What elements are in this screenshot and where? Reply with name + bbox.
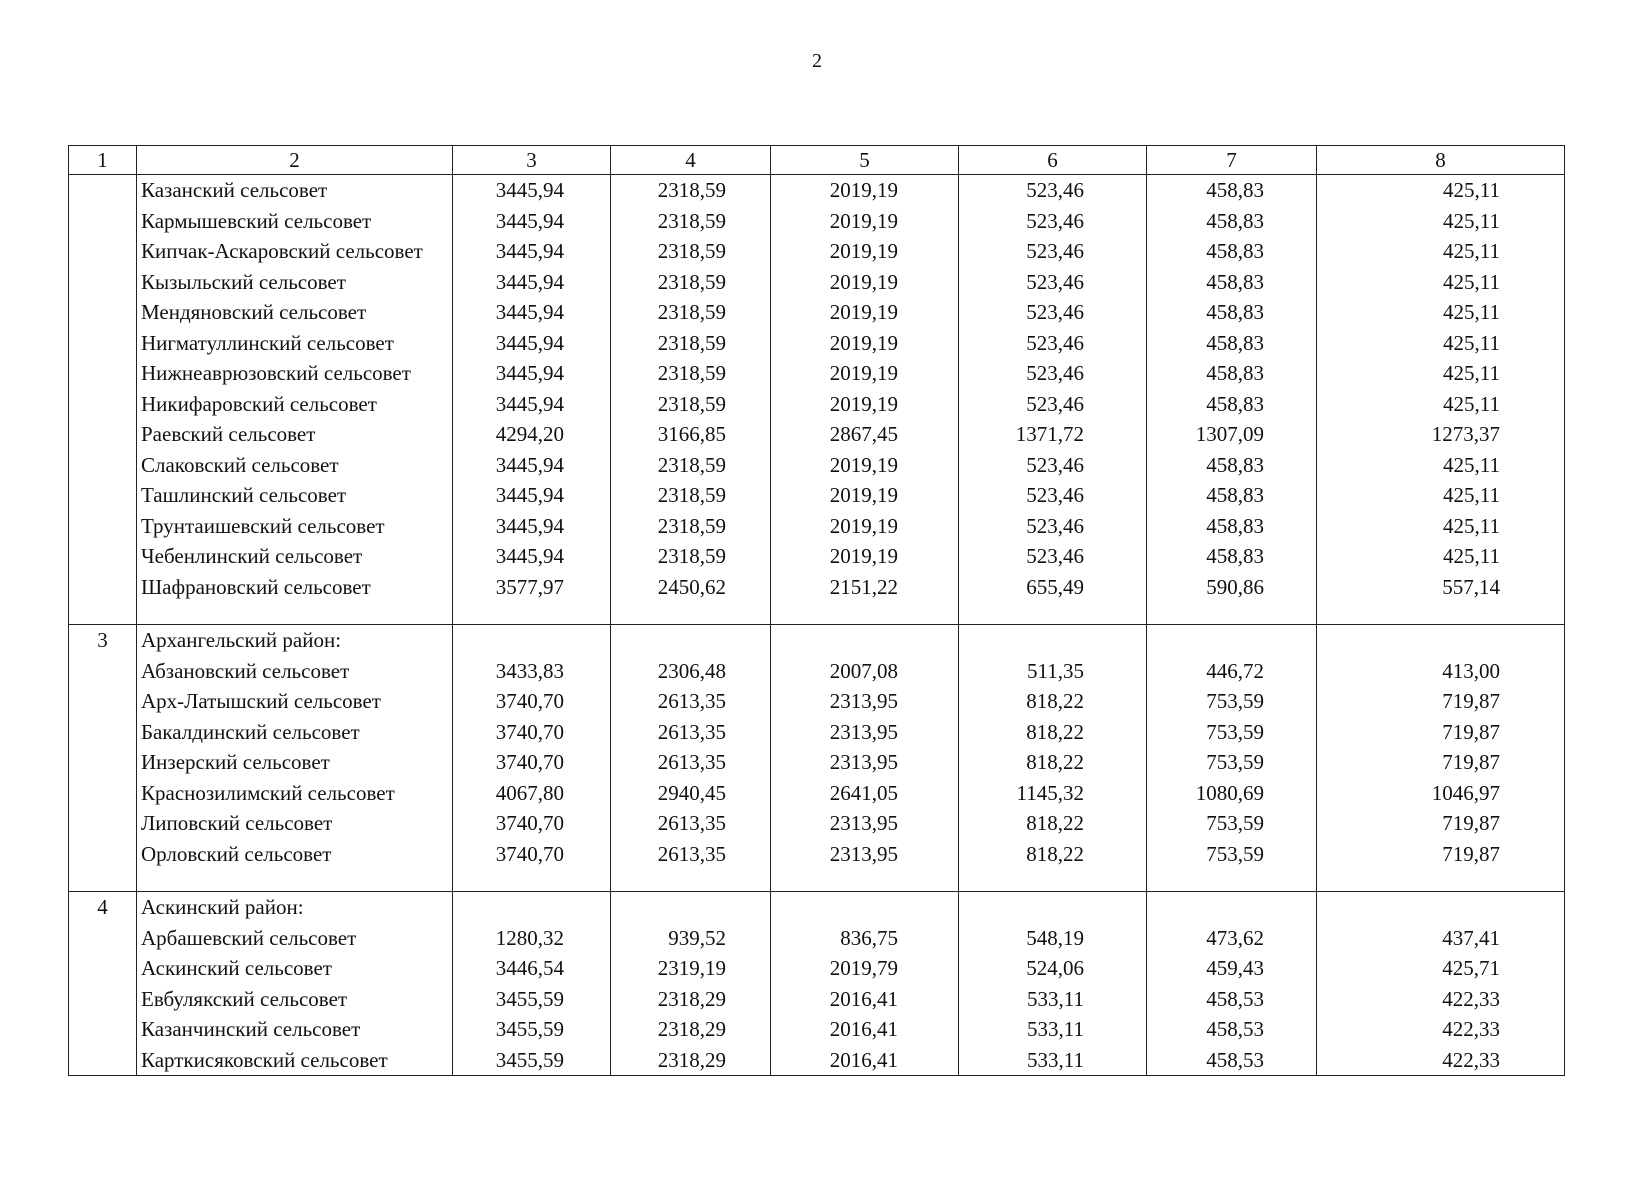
value-col-3: 3455,59 — [453, 1014, 611, 1045]
value-col-7: 458,53 — [1147, 1014, 1317, 1045]
empty-cell — [69, 778, 137, 809]
value-col-8: 557,14 — [1317, 572, 1565, 603]
value-col-8: 425,11 — [1317, 480, 1565, 511]
value-col-6: 523,46 — [959, 236, 1147, 267]
settlement-name: Липовский сельсовет — [137, 808, 453, 839]
value-col-5: 2019,19 — [771, 450, 959, 481]
empty-cell — [69, 450, 137, 481]
value-col-7: 458,83 — [1147, 206, 1317, 237]
value-col-8: 719,87 — [1317, 686, 1565, 717]
table-row — [69, 923, 1565, 954]
value-col-3: 3445,94 — [453, 267, 611, 298]
value-col-6: 818,22 — [959, 686, 1147, 717]
value-col-4: 2319,19 — [611, 953, 771, 984]
value-col-7: 458,83 — [1147, 175, 1317, 206]
value-col-4: 2613,35 — [611, 717, 771, 748]
table-row — [69, 297, 1565, 328]
value-col-5: 2313,95 — [771, 808, 959, 839]
value-col-5: 2313,95 — [771, 747, 959, 778]
value-col-5: 2019,19 — [771, 206, 959, 237]
value-col-7: 458,83 — [1147, 236, 1317, 267]
value-col-4: 2613,35 — [611, 686, 771, 717]
district-title: Аскинский район: — [137, 892, 453, 923]
empty-cell — [1317, 869, 1565, 892]
value-col-7: 753,59 — [1147, 808, 1317, 839]
value-col-3: 3740,70 — [453, 686, 611, 717]
value-col-5: 2151,22 — [771, 572, 959, 603]
settlement-name: Арбашевский сельсовет — [137, 923, 453, 954]
value-col-3: 3445,94 — [453, 511, 611, 542]
empty-cell — [453, 892, 611, 923]
empty-cell — [69, 236, 137, 267]
empty-cell — [69, 206, 137, 237]
value-col-4: 2318,59 — [611, 328, 771, 359]
empty-cell — [453, 625, 611, 656]
value-col-7: 458,83 — [1147, 511, 1317, 542]
empty-cell — [1147, 625, 1317, 656]
column-header: 1 — [69, 146, 137, 175]
value-col-3: 3445,94 — [453, 328, 611, 359]
value-col-3: 3445,94 — [453, 236, 611, 267]
value-col-5: 2019,19 — [771, 236, 959, 267]
value-col-8: 413,00 — [1317, 656, 1565, 687]
district-title-row — [69, 625, 1565, 656]
empty-cell — [69, 1045, 137, 1076]
settlement-name: Кипчак-Аскаровский сельсовет — [137, 236, 453, 267]
value-col-6: 548,19 — [959, 923, 1147, 954]
column-header: 8 — [1317, 146, 1565, 175]
value-col-8: 1046,97 — [1317, 778, 1565, 809]
settlement-name: Чебенлинский сельсовет — [137, 541, 453, 572]
value-col-4: 2318,59 — [611, 297, 771, 328]
empty-cell — [69, 808, 137, 839]
empty-cell — [453, 602, 611, 625]
page-number: 2 — [812, 50, 822, 72]
value-col-6: 523,46 — [959, 267, 1147, 298]
value-col-4: 2318,59 — [611, 450, 771, 481]
value-col-8: 425,11 — [1317, 511, 1565, 542]
value-col-8: 425,11 — [1317, 541, 1565, 572]
value-col-5: 2007,08 — [771, 656, 959, 687]
district-number: 4 — [69, 892, 137, 923]
district-number: 3 — [69, 625, 137, 656]
value-col-7: 458,83 — [1147, 267, 1317, 298]
value-col-4: 2318,59 — [611, 206, 771, 237]
value-col-3: 4067,80 — [453, 778, 611, 809]
empty-cell — [69, 541, 137, 572]
empty-cell — [69, 717, 137, 748]
table-row — [69, 1045, 1565, 1076]
value-col-6: 524,06 — [959, 953, 1147, 984]
value-col-5: 2313,95 — [771, 686, 959, 717]
table-row — [69, 328, 1565, 359]
value-col-7: 590,86 — [1147, 572, 1317, 603]
value-col-7: 458,83 — [1147, 389, 1317, 420]
empty-cell — [771, 892, 959, 923]
settlement-name: Ташлинский сельсовет — [137, 480, 453, 511]
empty-cell — [69, 572, 137, 603]
value-col-5: 836,75 — [771, 923, 959, 954]
value-col-7: 446,72 — [1147, 656, 1317, 687]
empty-cell — [1317, 892, 1565, 923]
value-col-5: 2019,79 — [771, 953, 959, 984]
settlement-name: Раевский сельсовет — [137, 419, 453, 450]
value-col-4: 2318,29 — [611, 984, 771, 1015]
table-row — [69, 686, 1565, 717]
value-col-8: 425,11 — [1317, 206, 1565, 237]
value-col-7: 458,53 — [1147, 1045, 1317, 1076]
value-col-6: 523,46 — [959, 358, 1147, 389]
value-col-4: 2318,59 — [611, 267, 771, 298]
district-title: Архангельский район: — [137, 625, 453, 656]
empty-cell — [69, 328, 137, 359]
value-col-6: 523,46 — [959, 297, 1147, 328]
value-col-4: 2613,35 — [611, 808, 771, 839]
value-col-5: 2019,19 — [771, 480, 959, 511]
table-row — [69, 747, 1565, 778]
empty-cell — [1147, 602, 1317, 625]
value-col-4: 2318,59 — [611, 358, 771, 389]
table-row — [69, 808, 1565, 839]
settlement-name: Арх-Латышский сельсовет — [137, 686, 453, 717]
value-col-7: 753,59 — [1147, 839, 1317, 870]
value-col-6: 511,35 — [959, 656, 1147, 687]
settlement-name: Казанский сельсовет — [137, 175, 453, 206]
value-col-4: 3166,85 — [611, 419, 771, 450]
table-row — [69, 175, 1565, 206]
value-col-5: 2313,95 — [771, 717, 959, 748]
settlement-name: Нигматуллинский сельсовет — [137, 328, 453, 359]
empty-cell — [69, 984, 137, 1015]
value-col-3: 3455,59 — [453, 1045, 611, 1076]
value-col-4: 2450,62 — [611, 572, 771, 603]
value-col-5: 2313,95 — [771, 839, 959, 870]
table-row — [69, 480, 1565, 511]
value-col-7: 458,83 — [1147, 358, 1317, 389]
value-col-8: 719,87 — [1317, 808, 1565, 839]
empty-cell — [137, 869, 453, 892]
value-col-4: 2613,35 — [611, 747, 771, 778]
empty-cell — [959, 869, 1147, 892]
value-col-5: 2016,41 — [771, 984, 959, 1015]
empty-cell — [1317, 602, 1565, 625]
empty-cell — [771, 602, 959, 625]
group-spacer-row — [69, 602, 1565, 625]
column-header: 2 — [137, 146, 453, 175]
empty-cell — [69, 602, 137, 625]
value-col-5: 2019,19 — [771, 511, 959, 542]
value-col-8: 425,11 — [1317, 389, 1565, 420]
value-col-8: 425,71 — [1317, 953, 1565, 984]
empty-cell — [1147, 892, 1317, 923]
value-col-3: 4294,20 — [453, 419, 611, 450]
value-col-6: 523,46 — [959, 175, 1147, 206]
column-header: 6 — [959, 146, 1147, 175]
value-col-3: 3445,94 — [453, 297, 611, 328]
value-col-6: 523,46 — [959, 450, 1147, 481]
table-row — [69, 839, 1565, 870]
empty-cell — [69, 656, 137, 687]
table-row — [69, 717, 1565, 748]
value-col-5: 2019,19 — [771, 297, 959, 328]
value-col-4: 2940,45 — [611, 778, 771, 809]
value-col-8: 425,11 — [1317, 236, 1565, 267]
value-col-7: 458,83 — [1147, 541, 1317, 572]
empty-cell — [611, 892, 771, 923]
value-col-3: 3577,97 — [453, 572, 611, 603]
settlement-name: Евбулякский сельсовет — [137, 984, 453, 1015]
value-col-7: 459,43 — [1147, 953, 1317, 984]
value-col-6: 655,49 — [959, 572, 1147, 603]
value-col-4: 2318,59 — [611, 480, 771, 511]
value-col-6: 818,22 — [959, 717, 1147, 748]
empty-cell — [69, 839, 137, 870]
value-col-5: 2867,45 — [771, 419, 959, 450]
value-col-7: 753,59 — [1147, 717, 1317, 748]
table-row — [69, 267, 1565, 298]
value-col-8: 719,87 — [1317, 839, 1565, 870]
settlement-name: Краснозилимский сельсовет — [137, 778, 453, 809]
value-col-3: 3740,70 — [453, 717, 611, 748]
empty-cell — [69, 1014, 137, 1045]
value-col-4: 2318,29 — [611, 1014, 771, 1045]
table-row — [69, 1014, 1565, 1045]
table-row — [69, 656, 1565, 687]
empty-cell — [69, 297, 137, 328]
value-col-8: 422,33 — [1317, 1045, 1565, 1076]
value-col-6: 523,46 — [959, 328, 1147, 359]
district-title-row — [69, 892, 1565, 923]
settlement-name: Бакалдинский сельсовет — [137, 717, 453, 748]
column-header: 3 — [453, 146, 611, 175]
value-col-6: 533,11 — [959, 1045, 1147, 1076]
table-row — [69, 389, 1565, 420]
value-col-3: 3445,94 — [453, 480, 611, 511]
value-col-7: 1307,09 — [1147, 419, 1317, 450]
empty-cell — [69, 511, 137, 542]
value-col-3: 3455,59 — [453, 984, 611, 1015]
value-col-8: 425,11 — [1317, 358, 1565, 389]
settlement-name: Нижнеаврюзовский сельсовет — [137, 358, 453, 389]
value-col-3: 3445,94 — [453, 450, 611, 481]
column-header: 7 — [1147, 146, 1317, 175]
tariff-table — [68, 145, 1565, 1076]
settlement-name: Аскинский сельсовет — [137, 953, 453, 984]
value-col-4: 2318,59 — [611, 511, 771, 542]
value-col-5: 2019,19 — [771, 267, 959, 298]
district-number — [69, 175, 137, 206]
empty-cell — [611, 625, 771, 656]
value-col-5: 2016,41 — [771, 1045, 959, 1076]
value-col-4: 2318,59 — [611, 175, 771, 206]
value-col-5: 2019,19 — [771, 389, 959, 420]
empty-cell — [69, 389, 137, 420]
value-col-3: 3740,70 — [453, 808, 611, 839]
table-row — [69, 572, 1565, 603]
empty-cell — [69, 358, 137, 389]
value-col-3: 3740,70 — [453, 839, 611, 870]
value-col-5: 2019,19 — [771, 358, 959, 389]
table-row — [69, 450, 1565, 481]
table-row — [69, 511, 1565, 542]
value-col-8: 425,11 — [1317, 175, 1565, 206]
value-col-3: 3445,94 — [453, 206, 611, 237]
table-row — [69, 358, 1565, 389]
settlement-name: Инзерский сельсовет — [137, 747, 453, 778]
settlement-name: Шафрановский сельсовет — [137, 572, 453, 603]
value-col-6: 818,22 — [959, 839, 1147, 870]
value-col-6: 1371,72 — [959, 419, 1147, 450]
column-number-header-row — [69, 146, 1565, 175]
settlement-name: Абзановский сельсовет — [137, 656, 453, 687]
value-col-3: 3446,54 — [453, 953, 611, 984]
settlement-name: Кармышевский сельсовет — [137, 206, 453, 237]
empty-cell — [1317, 625, 1565, 656]
value-col-5: 2641,05 — [771, 778, 959, 809]
value-col-6: 1145,32 — [959, 778, 1147, 809]
value-col-8: 425,11 — [1317, 328, 1565, 359]
value-col-3: 3445,94 — [453, 175, 611, 206]
table-row — [69, 541, 1565, 572]
empty-cell — [959, 625, 1147, 656]
column-header: 4 — [611, 146, 771, 175]
group-spacer-row — [69, 869, 1565, 892]
value-col-4: 939,52 — [611, 923, 771, 954]
value-col-7: 753,59 — [1147, 747, 1317, 778]
empty-cell — [69, 953, 137, 984]
empty-cell — [69, 923, 137, 954]
empty-cell — [69, 419, 137, 450]
value-col-3: 1280,32 — [453, 923, 611, 954]
value-col-5: 2019,19 — [771, 328, 959, 359]
value-col-8: 719,87 — [1317, 717, 1565, 748]
value-col-6: 818,22 — [959, 808, 1147, 839]
value-col-7: 753,59 — [1147, 686, 1317, 717]
value-col-3: 3445,94 — [453, 358, 611, 389]
value-col-4: 2306,48 — [611, 656, 771, 687]
table-row — [69, 984, 1565, 1015]
value-col-5: 2019,19 — [771, 541, 959, 572]
value-col-4: 2318,59 — [611, 541, 771, 572]
value-col-8: 1273,37 — [1317, 419, 1565, 450]
value-col-6: 818,22 — [959, 747, 1147, 778]
empty-cell — [611, 602, 771, 625]
empty-cell — [453, 869, 611, 892]
empty-cell — [959, 602, 1147, 625]
value-col-6: 533,11 — [959, 1014, 1147, 1045]
settlement-name: Слаковский сельсовет — [137, 450, 453, 481]
empty-cell — [1147, 869, 1317, 892]
empty-cell — [959, 892, 1147, 923]
value-col-7: 473,62 — [1147, 923, 1317, 954]
settlement-name: Трунтаишевский сельсовет — [137, 511, 453, 542]
empty-cell — [611, 869, 771, 892]
empty-cell — [771, 625, 959, 656]
value-col-8: 425,11 — [1317, 297, 1565, 328]
value-col-8: 422,33 — [1317, 1014, 1565, 1045]
table-row — [69, 778, 1565, 809]
value-col-6: 523,46 — [959, 480, 1147, 511]
value-col-4: 2318,59 — [611, 236, 771, 267]
table-body — [69, 146, 1565, 1076]
settlement-name: Никифаровский сельсовет — [137, 389, 453, 420]
value-col-8: 422,33 — [1317, 984, 1565, 1015]
empty-cell — [69, 267, 137, 298]
settlement-name: Мендяновский сельсовет — [137, 297, 453, 328]
value-col-7: 458,83 — [1147, 297, 1317, 328]
value-col-8: 437,41 — [1317, 923, 1565, 954]
value-col-7: 1080,69 — [1147, 778, 1317, 809]
value-col-7: 458,83 — [1147, 480, 1317, 511]
settlement-name: Орловский сельсовет — [137, 839, 453, 870]
table-row — [69, 206, 1565, 237]
table-row — [69, 236, 1565, 267]
empty-cell — [69, 686, 137, 717]
value-col-6: 523,46 — [959, 511, 1147, 542]
table-row — [69, 953, 1565, 984]
value-col-6: 533,11 — [959, 984, 1147, 1015]
value-col-6: 523,46 — [959, 541, 1147, 572]
value-col-3: 3740,70 — [453, 747, 611, 778]
empty-cell — [137, 602, 453, 625]
empty-cell — [69, 869, 137, 892]
value-col-7: 458,83 — [1147, 450, 1317, 481]
value-col-6: 523,46 — [959, 206, 1147, 237]
value-col-3: 3433,83 — [453, 656, 611, 687]
value-col-3: 3445,94 — [453, 389, 611, 420]
value-col-7: 458,83 — [1147, 328, 1317, 359]
value-col-8: 719,87 — [1317, 747, 1565, 778]
table-row — [69, 419, 1565, 450]
value-col-5: 2019,19 — [771, 175, 959, 206]
empty-cell — [69, 480, 137, 511]
empty-cell — [771, 869, 959, 892]
settlement-name: Карткисяковский сельсовет — [137, 1045, 453, 1076]
value-col-4: 2318,59 — [611, 389, 771, 420]
value-col-4: 2318,29 — [611, 1045, 771, 1076]
value-col-8: 425,11 — [1317, 450, 1565, 481]
settlement-name: Казанчинский сельсовет — [137, 1014, 453, 1045]
value-col-6: 523,46 — [959, 389, 1147, 420]
value-col-4: 2613,35 — [611, 839, 771, 870]
empty-cell — [69, 747, 137, 778]
value-col-7: 458,53 — [1147, 984, 1317, 1015]
column-header: 5 — [771, 146, 959, 175]
settlement-name: Кызыльский сельсовет — [137, 267, 453, 298]
value-col-5: 2016,41 — [771, 1014, 959, 1045]
value-col-8: 425,11 — [1317, 267, 1565, 298]
value-col-3: 3445,94 — [453, 541, 611, 572]
